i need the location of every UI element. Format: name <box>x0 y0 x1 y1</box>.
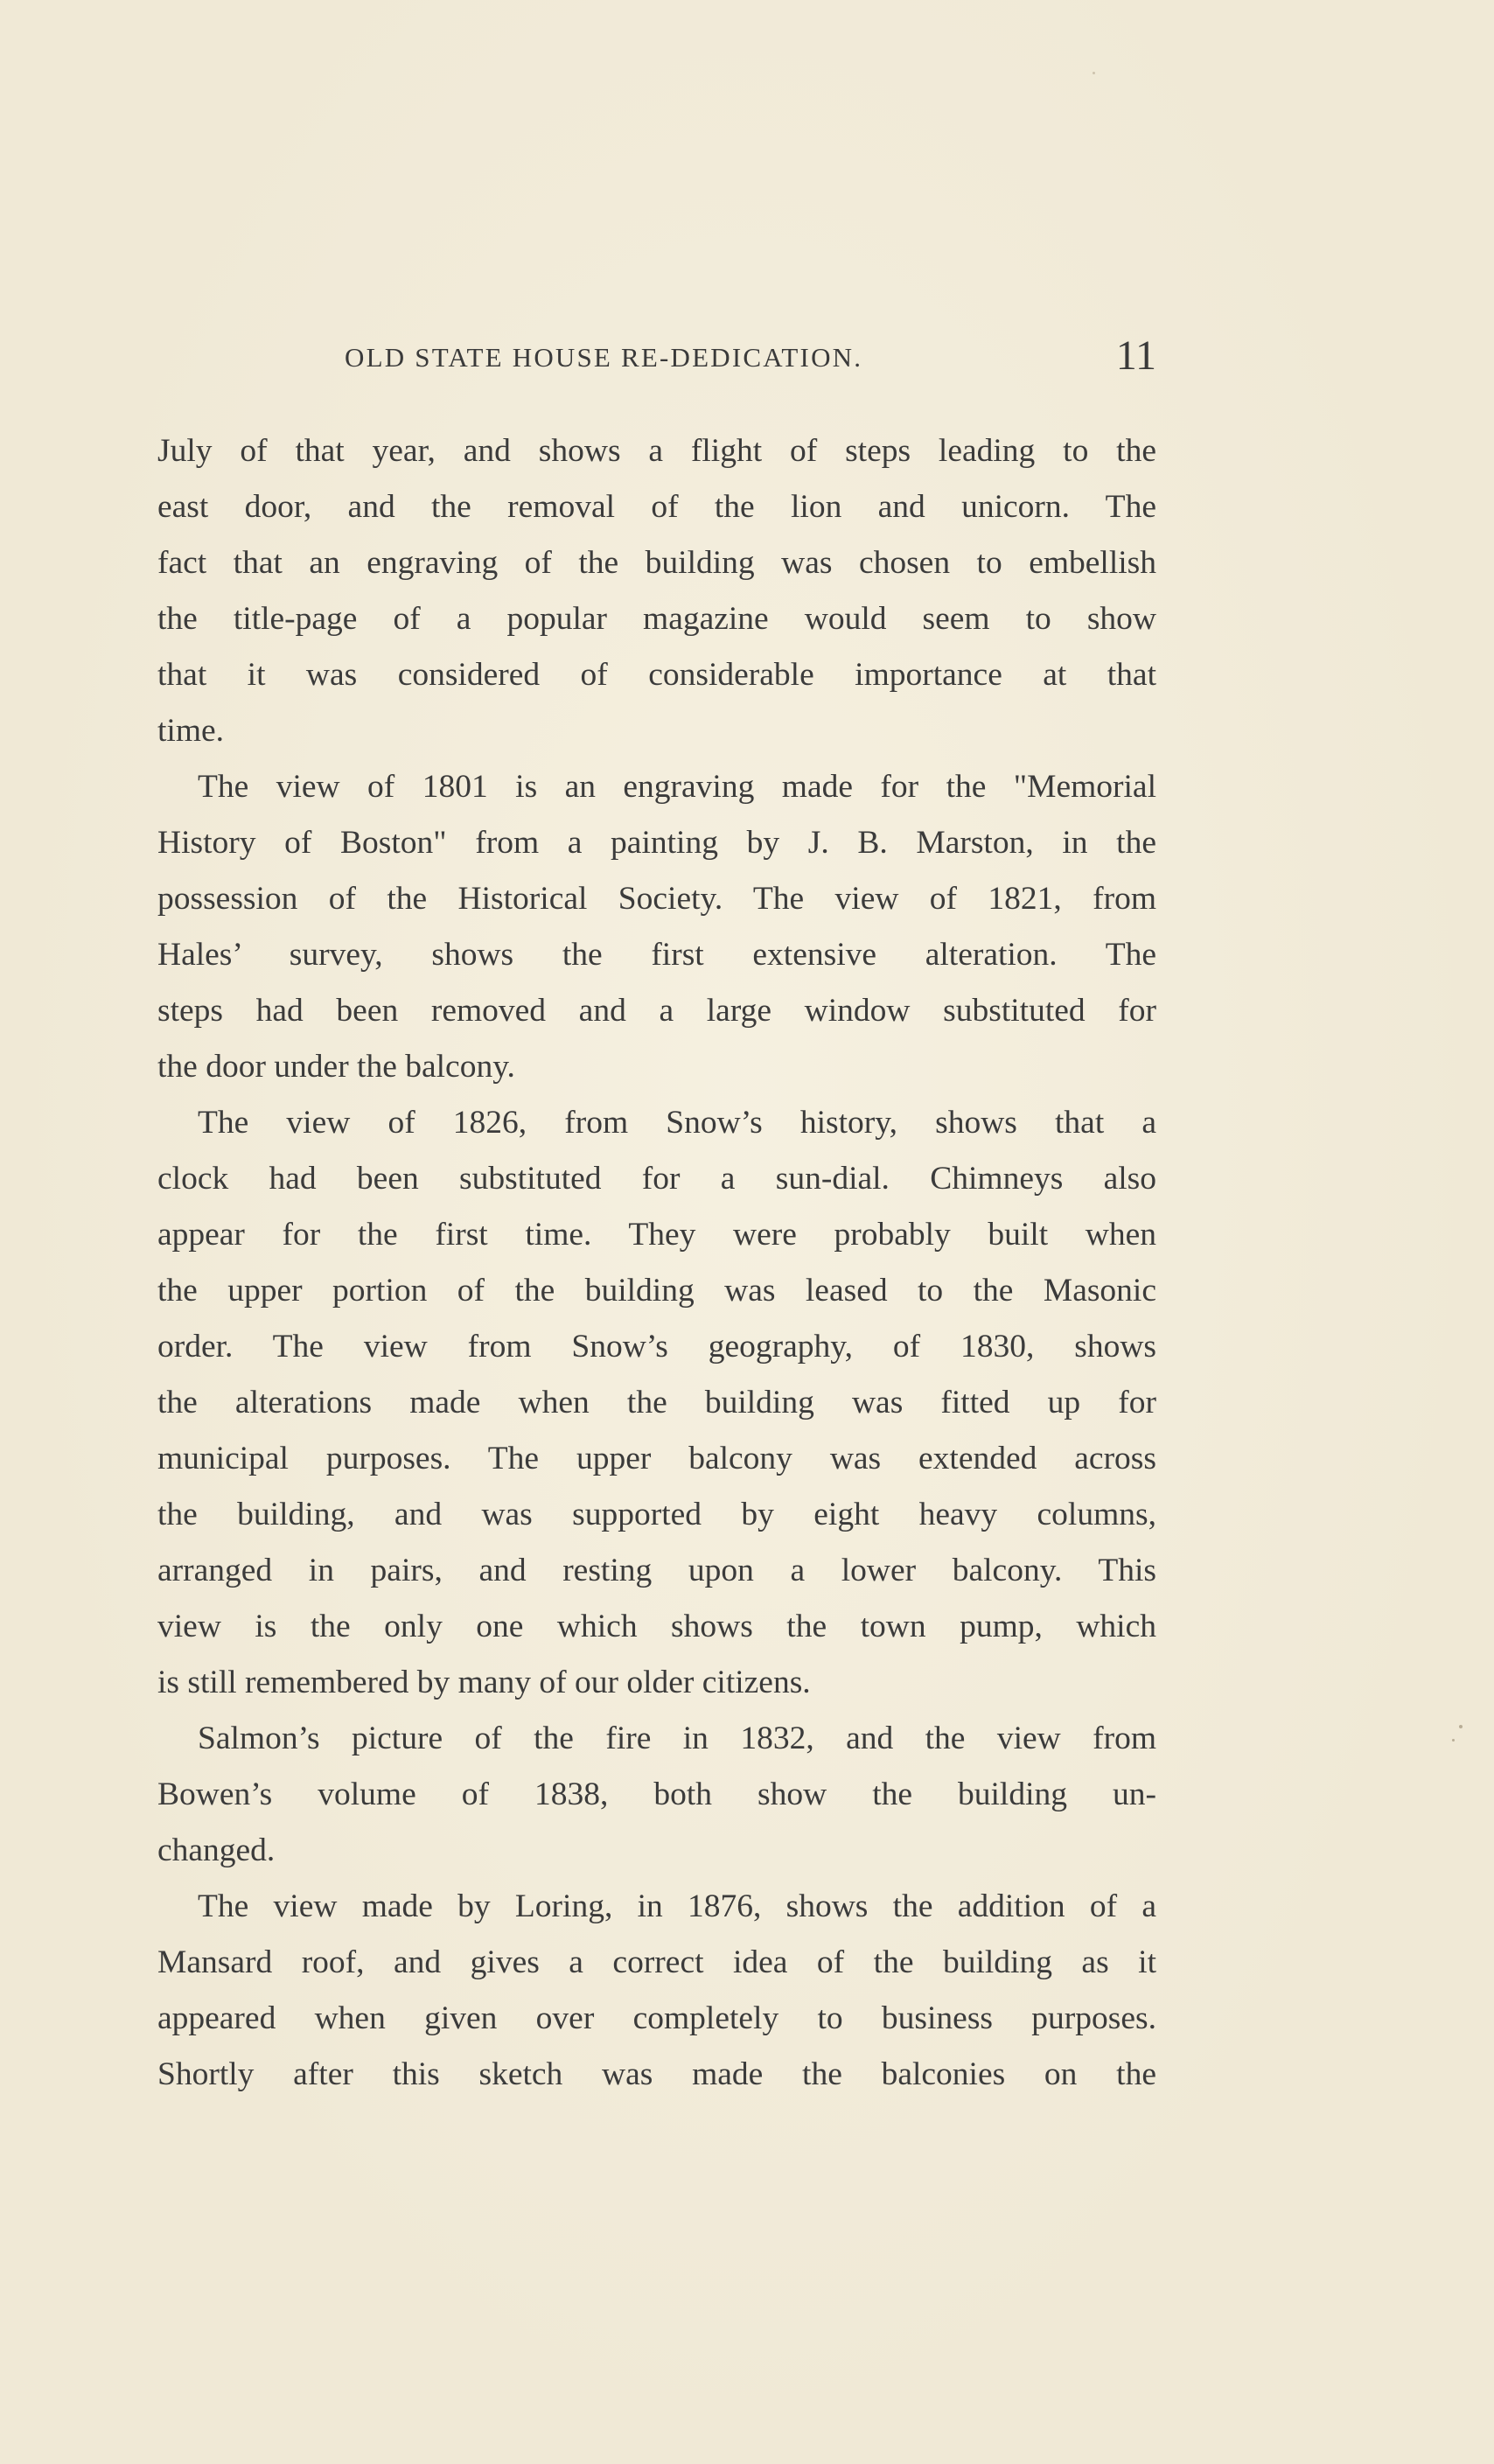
text-line: that it was considered of considerable importance at that <box>157 657 1156 693</box>
text-line: the upper portion of the building was leased to the Masonic <box>157 1273 1156 1309</box>
text-line: possession of the Historical Society. The view of 1821, from <box>157 881 1156 917</box>
paragraph-3 <box>157 1095 1156 1711</box>
text-line: view is the only one which shows the town pump, which <box>157 1609 1156 1644</box>
paragraph-2 <box>157 759 1156 1095</box>
paragraph-1 <box>157 423 1156 759</box>
text-line: steps had been removed and a large window substituted for <box>157 993 1156 1029</box>
paper-speck <box>1459 1725 1463 1728</box>
text-line: fact that an engraving of the building was chosen to embellish <box>157 545 1156 581</box>
text-line: The view made by Loring, in 1876, shows the addition of a <box>198 1888 1156 1924</box>
text-line: municipal purposes. The upper balcony was extended across <box>157 1441 1156 1476</box>
paper-speck <box>1452 1739 1455 1742</box>
text-line: order. The view from Snow’s geography, of 1830, shows <box>157 1329 1156 1365</box>
text-line: The view of 1801 is an engraving made for the "Memorial <box>198 769 1156 805</box>
text-line: changed. <box>157 1832 276 1868</box>
text-line: is still remembered by many of our older citizens. <box>157 1665 811 1700</box>
text-line: The view of 1826, from Snow’s history, shows that a <box>198 1105 1156 1141</box>
text-line: east door, and the removal of the lion and unicorn. The <box>157 489 1156 525</box>
text-line: arranged in pairs, and resting upon a lower balcony. This <box>157 1553 1156 1588</box>
text-line: Mansard roof, and gives a correct idea of the building as it <box>157 1944 1156 1980</box>
paper-speck <box>1093 72 1095 74</box>
body-text <box>157 423 1156 2103</box>
text-line: clock had been substituted for a sun-dial. Chimneys also <box>157 1161 1156 1197</box>
text-line: History of Boston" from a painting by J. B. Marston, in the <box>157 825 1156 861</box>
text-line: July of that year, and shows a flight of steps leading to the <box>157 433 1156 469</box>
running-title: OLD STATE HOUSE RE-DEDICATION. <box>345 342 863 373</box>
paragraph-4 <box>157 1711 1156 1879</box>
text-line: time. <box>157 713 225 749</box>
text-line: the door under the balcony. <box>157 1049 515 1085</box>
running-head <box>157 332 1156 387</box>
text-line: the building, and was supported by eight heavy columns, <box>157 1497 1156 1532</box>
page-number: 11 <box>1115 332 1156 379</box>
text-line: Shortly after this sketch was made the balconies on the <box>157 2056 1156 2092</box>
text-line: Salmon’s picture of the fire in 1832, and the view from <box>198 1721 1156 1756</box>
text-line: appear for the first time. They were probably built when <box>157 1217 1156 1253</box>
text-line: appeared when given over completely to business purposes. <box>157 2000 1156 2036</box>
text-line: the alterations made when the building was fitted up for <box>157 1385 1156 1420</box>
paragraph-5 <box>157 1879 1156 2103</box>
text-line: Hales’ survey, shows the first extensive alteration. The <box>157 937 1156 973</box>
text-line: Bowen’s volume of 1838, both show the building un- <box>157 1776 1156 1812</box>
text-line: the title-page of a popular magazine would seem to show <box>157 601 1156 637</box>
